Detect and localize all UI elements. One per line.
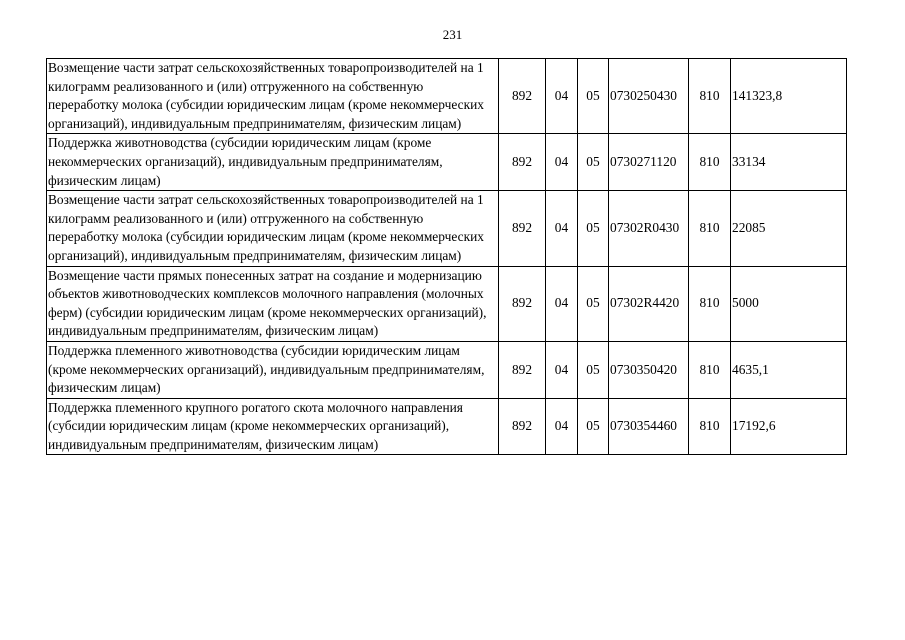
subsection-code-cell: 05 bbox=[578, 134, 609, 191]
page-number: 231 bbox=[442, 27, 463, 42]
expense-type-cell: 810 bbox=[689, 341, 731, 398]
expense-type-cell: 810 bbox=[689, 398, 731, 455]
table-row bbox=[47, 59, 847, 134]
table-row bbox=[47, 341, 847, 398]
target-item-cell: 0730271120 bbox=[609, 134, 689, 191]
target-item-cell: 0730354460 bbox=[609, 398, 689, 455]
target-item-cell: 0730250430 bbox=[609, 59, 689, 134]
ministry-code-cell: 892 bbox=[499, 59, 546, 134]
ministry-code-cell: 892 bbox=[499, 266, 546, 341]
amount-cell: 22085 bbox=[731, 191, 847, 266]
table-row bbox=[47, 266, 847, 341]
expense-type-cell: 810 bbox=[689, 134, 731, 191]
subsection-code-cell: 05 bbox=[578, 398, 609, 455]
table-row bbox=[47, 191, 847, 266]
subsection-code-cell: 05 bbox=[578, 191, 609, 266]
section-code-cell: 04 bbox=[546, 398, 578, 455]
amount-cell: 141323,8 bbox=[731, 59, 847, 134]
target-item-cell: 0730350420 bbox=[609, 341, 689, 398]
subsection-code-cell: 05 bbox=[578, 59, 609, 134]
table-row bbox=[47, 134, 847, 191]
target-item-cell: 07302R0430 bbox=[609, 191, 689, 266]
expense-type-cell: 810 bbox=[689, 191, 731, 266]
section-code-cell: 04 bbox=[546, 134, 578, 191]
budget-table bbox=[46, 58, 847, 455]
ministry-code-cell: 892 bbox=[499, 134, 546, 191]
expense-type-cell: 810 bbox=[689, 266, 731, 341]
expense-type-cell: 810 bbox=[689, 59, 731, 134]
section-code-cell: 04 bbox=[546, 59, 578, 134]
section-code-cell: 04 bbox=[546, 341, 578, 398]
amount-cell: 4635,1 bbox=[731, 341, 847, 398]
expense-name-cell: Поддержка племенного животноводства (субсидии юридическим лицам (кроме некоммерческих организаций), индивидуальным предпринимателям, физическим лицам) bbox=[47, 341, 499, 398]
amount-cell: 5000 bbox=[731, 266, 847, 341]
subsection-code-cell: 05 bbox=[578, 341, 609, 398]
table-row bbox=[47, 398, 847, 455]
expense-name-cell: Возмещение части затрат сельскохозяйственных товаропроизводителей на 1 килограмм реализованного и (или) отгруженного на собственную переработку молока (субсидии юридическим лицам (кроме некоммерческих организаций), индивидуальным предпринимателям, физическим лицам) bbox=[47, 59, 499, 134]
section-code-cell: 04 bbox=[546, 191, 578, 266]
amount-cell: 33134 bbox=[731, 134, 847, 191]
ministry-code-cell: 892 bbox=[499, 341, 546, 398]
amount-cell: 17192,6 bbox=[731, 398, 847, 455]
subsection-code-cell: 05 bbox=[578, 266, 609, 341]
target-item-cell: 07302R4420 bbox=[609, 266, 689, 341]
ministry-code-cell: 892 bbox=[499, 398, 546, 455]
expense-name-cell: Поддержка животноводства (субсидии юридическим лицам (кроме некоммерческих организаций), индивидуальным предпринимателям, физическим лицам) bbox=[47, 134, 499, 191]
expense-name-cell: Возмещение части прямых понесенных затрат на создание и модернизацию объектов животноводческих комплексов молочного направления (молочных ферм) (субсидии юридическим лицам (кроме некоммерческих организаций), индивидуальным предпринимателям, физическим лицам) bbox=[47, 266, 499, 341]
section-code-cell: 04 bbox=[546, 266, 578, 341]
expense-name-cell: Поддержка племенного крупного рогатого скота молочного направления (субсидии юридическим лицам (кроме некоммерческих организаций), индивидуальным предпринимателям, физическим лицам) bbox=[47, 398, 499, 455]
expense-name-cell: Возмещение части затрат сельскохозяйственных товаропроизводителей на 1 килограмм реализованного и (или) отгруженного на собственную переработку молока (субсидии юридическим лицам (кроме некоммерческих организаций), индивидуальным предпринимателям, физическим лицам) bbox=[47, 191, 499, 266]
ministry-code-cell: 892 bbox=[499, 191, 546, 266]
